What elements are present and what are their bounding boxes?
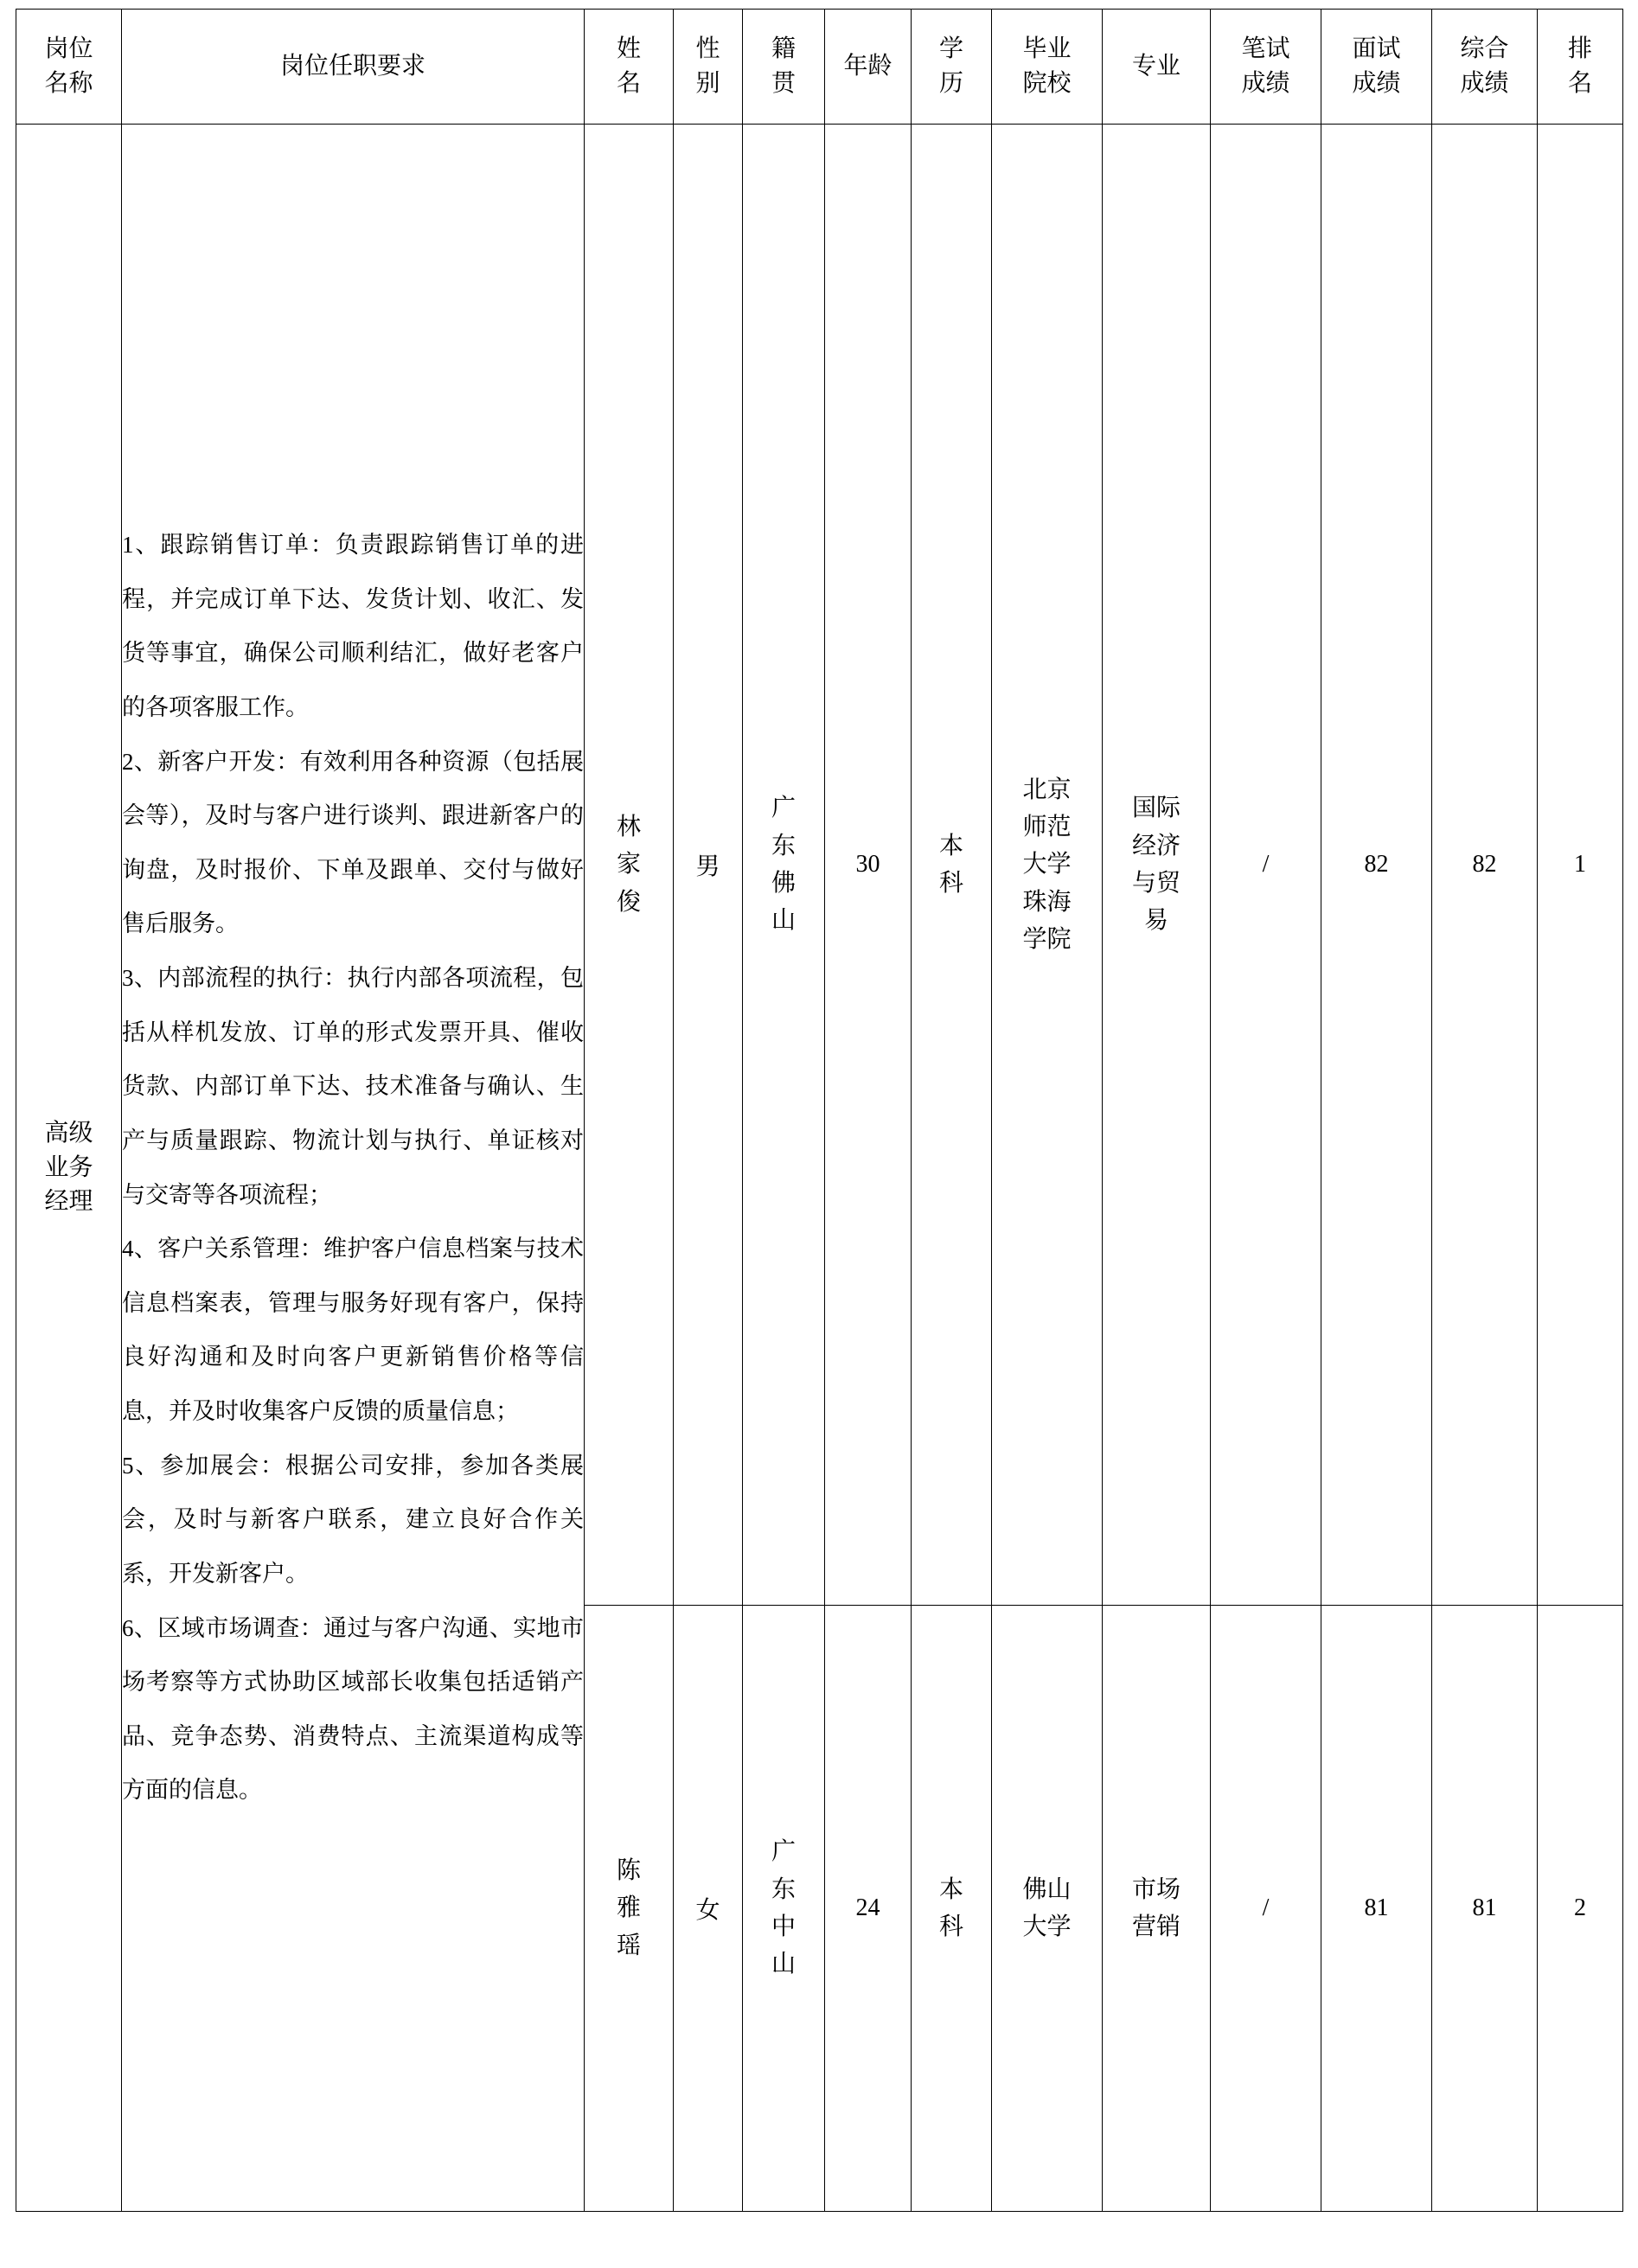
cell-age: 30 <box>825 125 912 1606</box>
education-line-1: 本 <box>938 832 963 859</box>
header-post-line-2: 名称 <box>44 70 93 97</box>
post-name-line-2: 业务 <box>44 1153 93 1181</box>
major-line-3: 与贸 <box>1131 870 1181 897</box>
cell-total-score: 82 <box>1432 125 1538 1606</box>
header-rank-line-2: 名 <box>1567 70 1592 97</box>
header-interview-score <box>1321 10 1432 125</box>
school-line-1: 佛山 <box>1022 1875 1072 1903</box>
header-education-line-1: 学 <box>938 35 963 63</box>
candidate-name-char-2: 雅 <box>616 1894 641 1922</box>
candidate-name-char-1: 林 <box>616 813 641 840</box>
origin-char-2: 东 <box>771 832 796 859</box>
requirement-paragraph-3: 3、内部流程的执行：执行内部各项流程，包括从样机发放、订单的形式发票开具、催收货款、内部订单下达、技术准备与确认、生产与质量跟踪、物流计划与执行、单证核对与交寄等各项流程； <box>122 965 584 1208</box>
origin-char-3: 中 <box>771 1913 796 1940</box>
header-education-line-2: 历 <box>938 70 963 97</box>
header-post <box>16 10 122 125</box>
cell-candidate-name <box>585 125 674 1606</box>
cell-origin <box>743 1606 825 2212</box>
requirement-paragraph-2: 2、新客户开发：有效利用各种资源（包括展会等），及时与客户进行谈判、跟进新客户的询盘，及时报价、下单及跟单、交付与做好售后服务。 <box>122 748 584 937</box>
school-line-2: 师范 <box>1022 813 1072 840</box>
header-interview-score-line-2: 成绩 <box>1352 70 1401 97</box>
header-rank-line-1: 排 <box>1567 35 1592 63</box>
header-school-line-1: 毕业 <box>1022 35 1072 63</box>
cell-candidate-name <box>585 1606 674 2212</box>
header-age-line-1: 年龄 <box>843 53 893 80</box>
cell-education <box>912 125 992 1606</box>
origin-char-1: 广 <box>771 795 796 822</box>
header-school-line-2: 院校 <box>1022 70 1072 97</box>
candidate-name-char-1: 陈 <box>616 1856 641 1884</box>
header-requirements-line-1: 岗位任职要求 <box>279 53 425 80</box>
cell-total-score: 81 <box>1432 1606 1538 2212</box>
post-name-line-1: 高级 <box>44 1119 93 1147</box>
cell-school <box>992 1606 1103 2212</box>
header-name-line-1: 姓 <box>616 35 641 63</box>
requirement-paragraph-1: 1、跟踪销售订单：负责跟踪销售订单的进程，并完成订单下达、发货计划、收汇、发货等事宜，确保公司顺利结汇，做好老客户的各项客服工作。 <box>122 532 584 720</box>
header-name <box>585 10 674 125</box>
requirement-paragraph-6: 6、区域市场调查：通过与客户沟通、实地市场考察等方式协助区域部长收集包括适销产品、竞争态势、消费特点、主流渠道构成等方面的信息。 <box>122 1614 584 1804</box>
header-origin <box>743 10 825 125</box>
header-requirements <box>122 10 585 125</box>
school-line-1: 北京 <box>1022 776 1072 803</box>
cell-gender: 男 <box>674 125 743 1606</box>
header-written-score <box>1211 10 1321 125</box>
cell-origin <box>743 125 825 1606</box>
cell-school <box>992 125 1103 1606</box>
cell-rank: 1 <box>1538 125 1623 1606</box>
cell-job-requirements <box>122 125 585 2212</box>
major-line-2: 营销 <box>1131 1913 1181 1940</box>
cell-interview-score: 82 <box>1321 125 1432 1606</box>
education-line-2: 科 <box>938 870 963 897</box>
header-total-score-line-1: 综合 <box>1460 35 1509 63</box>
cell-age: 24 <box>825 1606 912 2212</box>
header-total-score-line-2: 成绩 <box>1460 70 1509 97</box>
header-total-score <box>1432 10 1538 125</box>
school-line-3: 大学 <box>1022 851 1072 878</box>
origin-char-1: 广 <box>771 1838 796 1866</box>
cell-gender: 女 <box>674 1606 743 2212</box>
major-line-2: 经济 <box>1131 832 1181 859</box>
origin-char-4: 山 <box>771 1951 796 1978</box>
candidate-name-char-2: 家 <box>616 851 641 878</box>
table-row <box>16 125 1623 1606</box>
major-line-1: 国际 <box>1131 795 1181 822</box>
cell-post-name <box>16 125 122 2212</box>
cell-interview-score: 81 <box>1321 1606 1432 2212</box>
requirement-paragraph-5: 5、参加展会：根据公司安排，参加各类展会，及时与新客户联系，建立良好合作关系，开发新客户。 <box>122 1452 584 1587</box>
header-education <box>912 10 992 125</box>
header-gender-line-1: 性 <box>695 35 720 63</box>
origin-char-2: 东 <box>771 1875 796 1903</box>
cell-rank: 2 <box>1538 1606 1623 2212</box>
header-rank <box>1538 10 1623 125</box>
school-line-4: 珠海 <box>1022 888 1072 916</box>
header-major <box>1103 10 1211 125</box>
header-age <box>825 10 912 125</box>
recruitment-results-table <box>16 9 1623 2212</box>
table-header-row <box>16 10 1623 125</box>
header-major-line-1: 专业 <box>1131 53 1181 80</box>
cell-major <box>1103 1606 1211 2212</box>
major-line-1: 市场 <box>1131 1875 1181 1903</box>
header-written-score-line-2: 成绩 <box>1241 70 1290 97</box>
header-name-line-2: 名 <box>616 70 641 97</box>
education-line-1: 本 <box>938 1875 963 1903</box>
header-interview-score-line-1: 面试 <box>1352 35 1401 63</box>
school-line-5: 学院 <box>1022 926 1072 954</box>
requirement-paragraph-4: 4、客户关系管理：维护客户信息档案与技术信息档案表，管理与服务好现有客户，保持良好沟通和及时向客户更新销售价格等信息，并及时收集客户反馈的质量信息； <box>122 1236 584 1424</box>
header-post-line-1: 岗位 <box>44 35 93 63</box>
cell-written-score: / <box>1211 125 1321 1606</box>
origin-char-4: 山 <box>771 907 796 935</box>
school-line-2: 大学 <box>1022 1913 1072 1940</box>
major-line-4: 易 <box>1143 907 1168 935</box>
header-gender-line-2: 别 <box>695 70 720 97</box>
candidate-name-char-3: 俊 <box>616 888 641 916</box>
origin-char-3: 佛 <box>771 870 796 897</box>
candidate-name-char-3: 瑶 <box>616 1932 641 1959</box>
header-origin-line-2: 贯 <box>771 70 796 97</box>
cell-major <box>1103 125 1211 1606</box>
education-line-2: 科 <box>938 1913 963 1940</box>
post-name-line-3: 经理 <box>44 1188 93 1216</box>
header-school <box>992 10 1103 125</box>
header-gender <box>674 10 743 125</box>
cell-education <box>912 1606 992 2212</box>
header-written-score-line-1: 笔试 <box>1241 35 1290 63</box>
cell-written-score: / <box>1211 1606 1321 2212</box>
header-origin-line-1: 籍 <box>771 35 796 63</box>
